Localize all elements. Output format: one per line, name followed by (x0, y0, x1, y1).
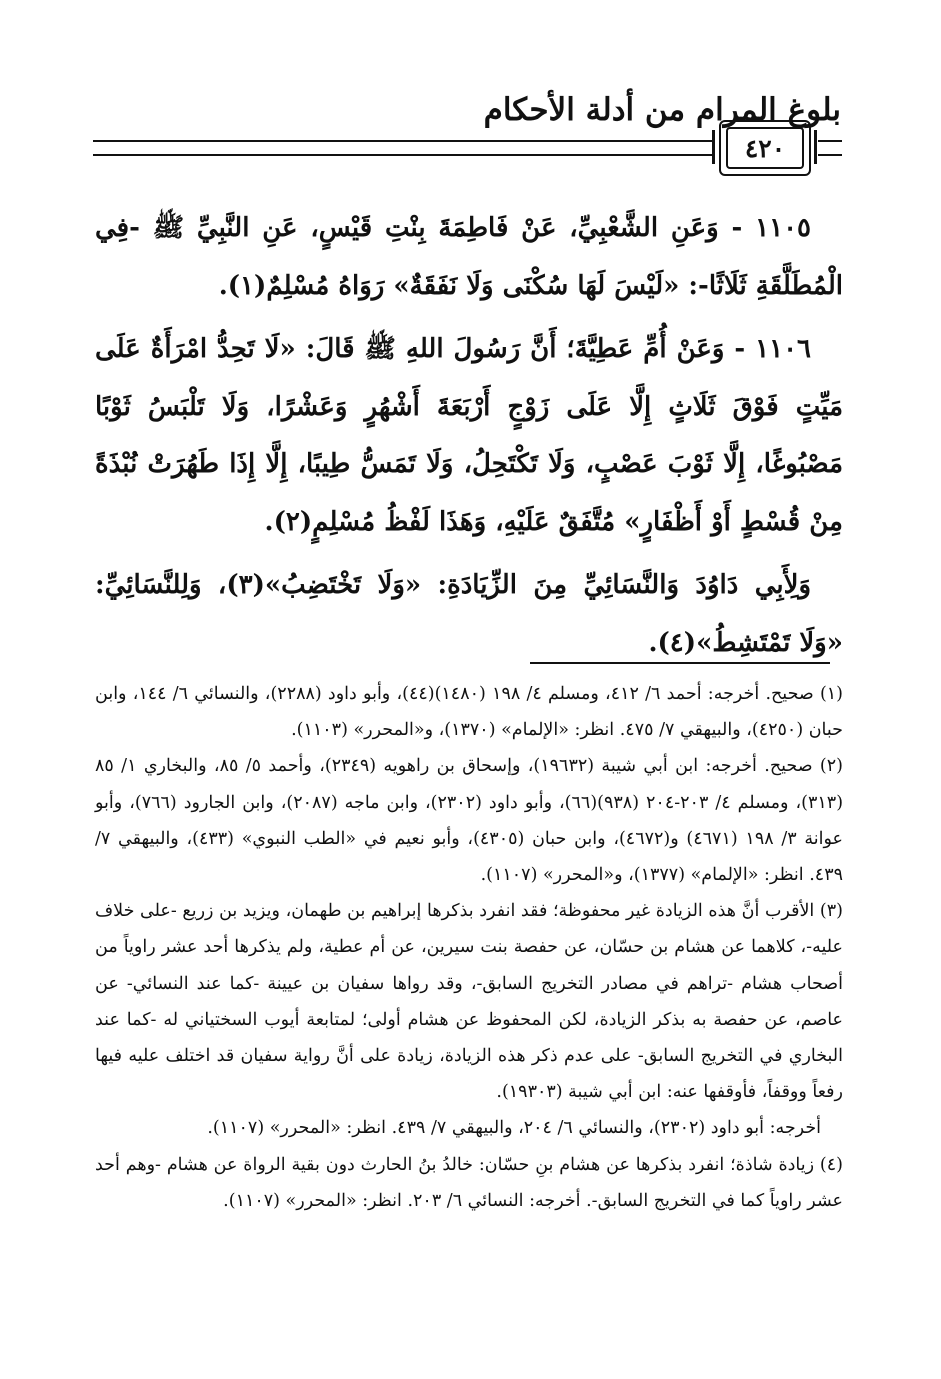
footnote-separator (530, 662, 830, 664)
header-rule-bottom (93, 154, 713, 156)
footnote-3: (٣) الأقرب أنَّ هذه الزيادة غير محفوظة؛ فقد انفرد بذكرها إبراهيم بن طهمان، ويزيد بن زريع -على خلاف عليه-، كلاهما عن هشام بن حسّان، عن حفصة بنت سيرين، عن أم عطية، ولم يذكرها أحد عشر راوياً من أصحاب هشام -تراهم في مصادر التخريج السابق-، وقد رواها سفيان بن عيينة -كما عند النسائي- عن عاصم، عن حفصة به بذكر الزيادة، لكن المحفوظ عن هشام أولى؛ لمتابعة أيوب السختياني له -كما عند البخاري في التخريج السابق- على عدم ذكر هذه الزيادة، زيادة على أنَّ رواية سفيان قد اختلف عليه فيها رفعاً ووقفاً، فأوقفها عنه: ابن أبي شيبة (١٩٣٠٣). (95, 901, 843, 1103)
hadith-1106-addition: وَلِأَبِي دَاوُدَ وَالنَّسَائِيِّ مِنَ الزِّيَادَةِ: «وَلَا تَخْتَضِبُ»(٣)، وَلِلنَّسَائِيِّ: «وَلَا تَمْتَشِطُ»(٤). (95, 570, 843, 658)
header-rule-top (93, 140, 713, 142)
header-rule-right-top (818, 140, 842, 142)
hadith-1105: ١١٠٥ - وَعَنِ الشَّعْبِيِّ، عَنْ فَاطِمَةَ بِنْتِ قَيْسٍ، عَنِ النَّبِيِّ ﷺ -فِي الْمُطَلَّقَةِ ثَلَاثًا-: «لَيْسَ لَهَا سُكْنَى وَلَا نَفَقَةٌ» رَوَاهُ مُسْلِمٌ(١). (95, 213, 843, 301)
footnotes (95, 676, 843, 1219)
footnote-4: (٤) زيادة شاذة؛ انفرد بذكرها عن هشام بنِ حسّان: خالدُ بنُ الحارث دون بقية الرواة عن هشام -وهم أحد عشر راوياً كما في التخريج السابق-. أخرجه: النسائي ٦/ ٢٠٣. انظر: «المحرر» (١١٠٧). (95, 1154, 843, 1211)
footnote-2: (٢) صحيح. أخرجه: ابن أبي شيبة (١٩٦٣٢)، وإسحاق بن راهويه (٢٣٤٩)، وأحمد ٥/ ٨٥، والبخاري ١/ ٨٥ (٣١٣)، ومسلم ٤/ ٢٠٣-٢٠٤ (٩٣٨)(٦٦)، وأبو داود (٢٣٠٢)، وابن ماجه (٢٠٨٧)، وابن الجارود (٧٦٦)، وأبو عوانة ٣/ ١٩٨ (٤٦٧١) و(٤٦٧٢)، وابن حبان (٤٣٠٥)، وأبو نعيم في «الطب النبوي» (٤٣٣)، والبيهقي ٧/ ٤٣٩. انظر: «الإلمام» (١٣٧٧)، و«المحرر» (١١٠٧). (95, 756, 844, 886)
footnote-3-takhrij: أخرجه: أبو داود (٢٣٠٢)، والنسائي ٦/ ٢٠٤، والبيهقي ٧/ ٤٣٩. انظر: «المحرر» (١١٠٧). (207, 1118, 821, 1139)
header-rule-right-bottom (818, 154, 842, 156)
page-box-bar-left (712, 130, 715, 164)
footnote-1: (١) صحيح. أخرجه: أحمد ٦/ ٤١٢، ومسلم ٤/ ١٩٨ (١٤٨٠)(٤٤)، وأبو داود (٢٢٨٨)، والنسائي ٦/ ١٤٤، وابن حبان (٤٢٥٠)، والبيهقي ٧/ ٤٧٥. انظر: «الإلمام» (١٣٧٠)، و«المحرر» (١١٠٣). (95, 684, 843, 741)
page-number: ٤٢٠ (726, 127, 804, 169)
book-title: بلوغ المرام من أدلة الأحكام (483, 92, 841, 128)
main-text (95, 200, 843, 678)
hadith-1106: ١١٠٦ - وَعَنْ أُمِّ عَطِيَّةَ؛ أَنَّ رَسُولَ اللهِ ﷺ قَالَ: «لَا تَحِدُّ امْرَأَةٌ عَلَى مَيِّتٍ فَوْقَ ثَلَاثٍ إِلَّا عَلَى زَوْجٍ أَرْبَعَةَ أَشْهُرٍ وَعَشْرًا، وَلَا تَلْبَسُ ثَوْبًا مَصْبُوغًا، إِلَّا ثَوْبَ عَصْبٍ، وَلَا تَكْتَحِلُ، وَلَا تَمَسُّ طِيبًا، إِلَّا إِذَا طَهُرَتْ نُبْذَةً مِنْ قُسْطٍ أَوْ أَظْفَارٍ» مُتَّفَقٌ عَلَيْهِ، وَهَذَا لَفْظُ مُسْلِمٍ(٢). (95, 334, 843, 537)
page-box-bar-right (814, 130, 817, 164)
